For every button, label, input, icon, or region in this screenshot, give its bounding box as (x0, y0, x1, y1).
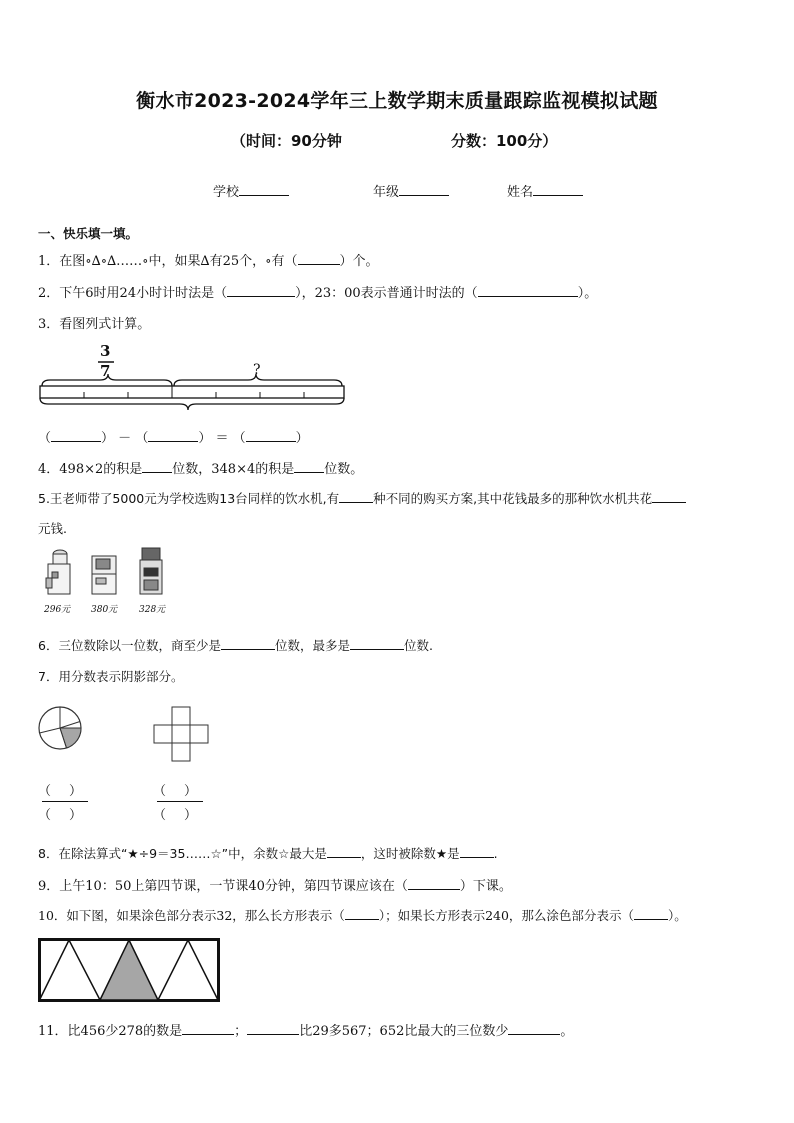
q7-pie-shape (38, 706, 86, 754)
score-label: 分数：100分） (451, 132, 558, 150)
q7-paren: （ (153, 808, 167, 823)
q5-blank-2[interactable] (652, 490, 686, 503)
question-2 (38, 282, 597, 301)
q4-blank-1[interactable] (142, 460, 172, 473)
q3-paren-close: ） (101, 431, 115, 446)
q5-blank-1[interactable] (339, 490, 373, 503)
q3-paren-open: （ (232, 431, 246, 446)
school-label: 学校 (213, 185, 240, 200)
q11-blank-1[interactable] (182, 1022, 234, 1035)
q7-paren: （ (153, 784, 167, 799)
question-5 (38, 489, 686, 507)
q11-blank-3[interactable] (508, 1022, 560, 1035)
q3-blank-1[interactable] (51, 429, 101, 442)
q7-paren: ） (184, 808, 198, 823)
q5-text-mid: 种不同的购买方案,其中花钱最多的那种饮水机共花 (373, 491, 653, 506)
q3-minus: － (118, 431, 132, 446)
question-10 (38, 906, 687, 924)
name-blank[interactable] (533, 183, 583, 196)
q8-text-mid: ，这时被除数★是 (360, 846, 460, 861)
q4-blank-2[interactable] (294, 460, 324, 473)
school-field (213, 181, 289, 200)
q9-text: 9．上午10：50上第四节课，一节课40分钟，第四节课应该在（ (38, 879, 408, 894)
q11-blank-2[interactable] (247, 1022, 299, 1035)
school-blank[interactable] (239, 183, 289, 196)
q8-blank-2[interactable] (460, 845, 494, 858)
q2-blank-2[interactable] (478, 284, 578, 297)
water-dispenser-images (38, 546, 178, 602)
q2-text-end: ）。 (577, 286, 598, 301)
q6-text-end: 位数. (403, 638, 433, 653)
water-dispenser-icon (46, 550, 70, 594)
q7-paren: ） (69, 784, 83, 799)
q2-text-mid: ），23：00表示普通计时法的（ (295, 286, 478, 301)
q3-question-mark: ? (253, 362, 261, 378)
q10-triangle-rectangle (38, 938, 222, 1004)
q1-text-end: ）个。 (339, 254, 379, 269)
q7-answer-1-top[interactable] (38, 780, 82, 799)
q3-blank-3[interactable] (246, 429, 296, 442)
question-7: 7．用分数表示阴影部分。 (38, 669, 184, 684)
time-label: （时间：90分钟 (231, 132, 342, 150)
q8-text-end: . (493, 846, 498, 861)
q6-text: 6．三位数除以一位数，商至少是 (38, 638, 221, 653)
q11-text-mid: 比29多567；652比最大的三位数少 (299, 1024, 509, 1039)
q9-text-end: ）下课。 (459, 879, 512, 894)
q7-paren: ） (184, 784, 198, 799)
q7-paren: ） (69, 808, 83, 823)
q4-text: 4．498×2的积是 (38, 462, 143, 477)
q7-cross-shape (153, 706, 211, 764)
water-dispenser-icon (92, 556, 116, 594)
q7-answer-2-top[interactable] (153, 780, 197, 799)
q10-text-end: ）。 (667, 908, 687, 923)
q7-fraction-bar (42, 801, 88, 802)
q5-text-end: 元钱. (38, 521, 67, 536)
q5-text: 5.王老师带了5000元为学校选购13台同样的饮水机,有 (38, 491, 340, 506)
q8-text: 8．在除法算式“★÷9＝35……☆”中，余数☆最大是 (38, 846, 327, 861)
question-11 (38, 1020, 573, 1039)
name-label: 姓名 (507, 185, 534, 200)
q7-answer-1-bottom[interactable] (38, 804, 82, 823)
page-title: 衡水市2023-2024学年三上数学期末质量跟踪监视模拟试题 (136, 90, 658, 112)
question-3 (38, 313, 150, 332)
q10-text: 10．如下图，如果涂色部分表示32，那么长方形表示（ (38, 908, 345, 923)
q7-paren: （ (38, 808, 52, 823)
q7-fraction-bar (157, 801, 203, 802)
price-label: 296元 (44, 605, 71, 615)
q2-text: 2．下午6时用24小时计时法是（ (38, 286, 228, 301)
q9-blank[interactable] (408, 877, 460, 890)
price-label: 328元 (139, 605, 166, 615)
question-8 (38, 844, 498, 862)
q3-paren-close: ） (198, 431, 212, 446)
q10-text-mid: ）；如果长方形表示240，那么涂色部分表示（ (378, 908, 634, 923)
q3-equals: ＝ (215, 431, 229, 446)
q7-paren: （ (38, 784, 52, 799)
q10-blank-1[interactable] (345, 907, 379, 920)
grade-blank[interactable] (399, 183, 449, 196)
q3-paren-open: （ (135, 431, 149, 446)
q3-paren-close: ） (295, 431, 309, 446)
q3-bar-diagram (36, 356, 348, 412)
q1-blank[interactable] (298, 252, 340, 265)
q3-expression (38, 427, 309, 446)
water-dispenser-icon (140, 548, 162, 594)
q3-text: 3．看图列式计算。 (38, 317, 151, 332)
q6-blank-2[interactable] (350, 637, 404, 650)
q4-text-mid: 位数，348×4的积是 (172, 462, 295, 477)
q8-blank-1[interactable] (327, 845, 361, 858)
name-field (507, 181, 583, 200)
q1-text: 1．在图∘∆∘∆……∘中，如果∆有25个，∘有（ (38, 254, 298, 269)
question-4 (38, 458, 363, 477)
section-title: 一、快乐填一填。 (38, 226, 139, 241)
q3-fraction-denominator: 7 (100, 362, 111, 380)
q11-text-sep: ； (234, 1024, 248, 1039)
question-9 (38, 875, 512, 894)
q7-answer-2-bottom[interactable] (153, 804, 197, 823)
question-1 (38, 250, 379, 269)
q3-fraction-numerator: 3 (100, 342, 111, 360)
grade-label: 年级 (373, 185, 400, 200)
grade-field (373, 181, 449, 200)
q6-blank-1[interactable] (221, 637, 275, 650)
q11-text: 11．比456少278的数是 (38, 1024, 183, 1039)
q4-text-end: 位数。 (324, 462, 364, 477)
q10-blank-2[interactable] (634, 907, 668, 920)
q2-blank-1[interactable] (227, 284, 295, 297)
question-6 (38, 636, 433, 654)
price-label: 380元 (91, 605, 118, 615)
q3-paren-open: （ (38, 431, 52, 446)
q11-text-end: 。 (560, 1024, 574, 1039)
q3-blank-2[interactable] (148, 429, 198, 442)
q6-text-mid: 位数，最多是 (274, 638, 350, 653)
